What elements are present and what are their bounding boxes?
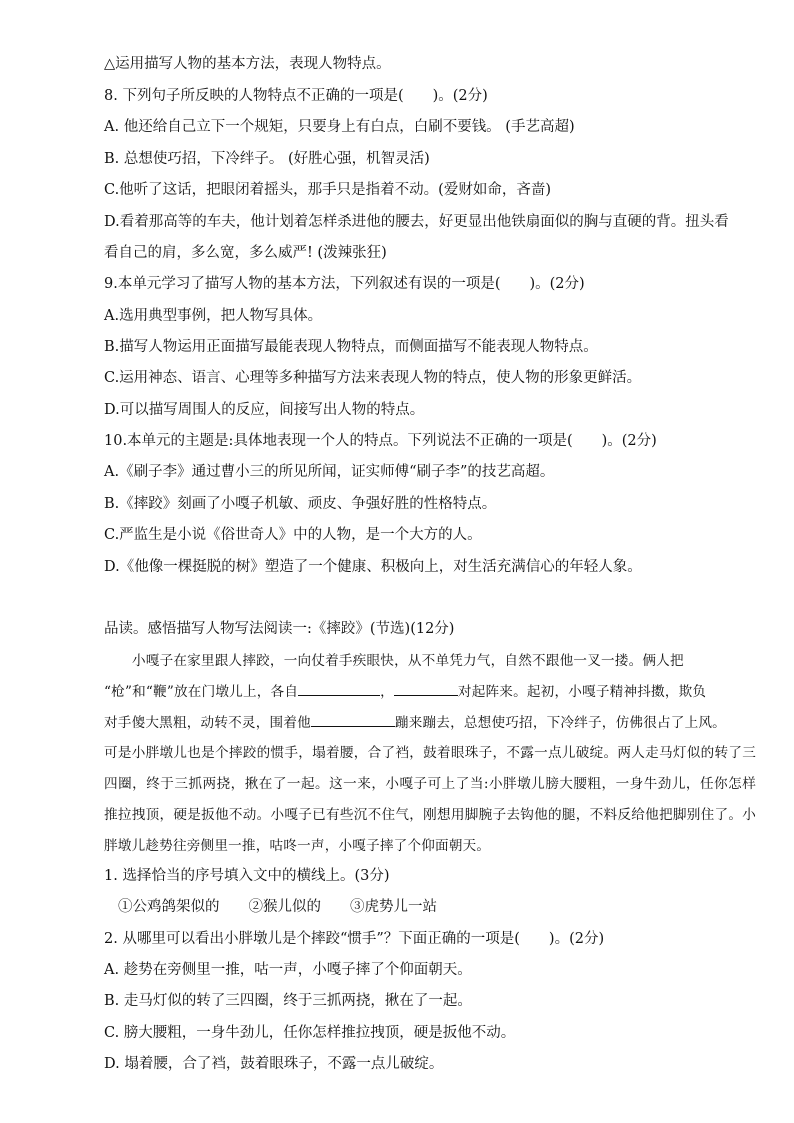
r2-option-d: D. 塌着腰，合了裆，鼓着眼珠子，不露一点儿破绽。	[104, 1056, 444, 1072]
intro-line: △运用描写人物的基本方法，表现人物特点。	[104, 56, 391, 72]
passage-line-3	[104, 708, 756, 739]
reading-heading: 品读。感悟描写人物写法阅读一:《摔跤》(节选)(12分)	[104, 621, 455, 637]
reading-passage	[104, 646, 756, 862]
q8-option-d-line2: 看自己的肩，多么宽，多么威严! (泼辣张狂)	[104, 245, 387, 261]
q9-option-c: C.运用神态、语言、心理等多种描写方法来表现人物的特点，使人物的形象更鲜活。	[104, 370, 642, 386]
q10-option-d: D.《他像一棵挺脱的树》塑造了一个健康、积极向上，对生活充满信心的年轻人象。	[104, 559, 642, 575]
q10-option-c: C.严监生是小说《俗世奇人》中的人物，是一个大方的人。	[104, 527, 482, 543]
passage-line-1: 小嘎子在家里跟人摔跤，一向仗着手疾眼快，从不单凭力气，自然不跟他一叉一搂。俩人把	[132, 653, 684, 669]
q8-stem: 8. 下列句子所反映的人物特点不正确的一项是( )。(2分)	[104, 88, 488, 104]
answer-blank-3[interactable]	[311, 712, 395, 727]
r2-option-c: C. 膀大腰粗，一身牛劲儿，任你怎样推拉拽顶，硬是扳他不动。	[104, 1025, 516, 1041]
q9-option-d: D.可以描写周围人的反应，间接写出人物的特点。	[104, 402, 425, 418]
q10-option-b: B.《摔跤》刻画了小嘎子机敏、顽皮、争强好胜的性格特点。	[104, 496, 497, 512]
q9-option-a: A.选用典型事例，把人物写具体。	[104, 308, 323, 324]
q9-stem: 9.本单元学习了描写人物的基本方法，下列叙述有误的一项是( )。(2分)	[104, 276, 585, 292]
q8-option-b: B. 总想使巧招，下冷绊子。 (好胜心强，机智灵活)	[104, 151, 430, 167]
passage-text: 蹦来蹦去，总想使巧招，下冷绊子，仿佛很占了上风。	[394, 714, 726, 731]
passage-text: 对起阵来。起初，小嘎子精神抖擞，欺负	[457, 683, 707, 700]
q9-option-b: B.描写人物运用正面描写最能表现人物特点，而侧面描写不能表现人物特点。	[104, 339, 598, 355]
q8-option-d-line1: D.看着那高等的车夫，他计划着怎样杀进他的腰去，好更显出他铁扇面似的胸与直硬的背。扭头看	[104, 214, 729, 230]
answer-blank-1[interactable]	[298, 681, 380, 696]
q8-option-a: A. 他还给自己立下一个规矩，只要身上有白点，白刷不要钱。 (手艺高超)	[104, 119, 575, 135]
passage-text: ，	[380, 683, 394, 700]
r2-option-a: A. 趁势在旁侧里一推，咕一声，小嘎子摔了个仰面朝天。	[104, 962, 472, 978]
q8-option-c: C.他听了这话，把眼闭着摇头，那手只是指着不动。(爱财如命，吝啬)	[104, 182, 551, 198]
passage-line-2	[104, 677, 756, 708]
r1-options: ①公鸡鸽架似的 ②猴儿似的 ③虎势儿一站	[118, 899, 437, 915]
q10-stem: 10.本单元的主题是:具体地表现一个人的特点。下列说法不正确的一项是( )。(2分)	[104, 433, 657, 449]
q10-option-a: A.《刷子李》通过曹小三的所见所闻，证实师傅“刷子李”的技艺高超。	[104, 464, 555, 480]
r2-stem: 2. 从哪里可以看出小胖墩儿是个摔跤“惯手”？下面正确的一项是( )。(2分)	[104, 931, 605, 947]
answer-blank-2[interactable]	[394, 681, 458, 696]
r2-option-b: B. 走马灯似的转了三四圈，终于三抓两挠，揪在了一起。	[104, 993, 472, 1009]
passage-body: 可是小胖墩儿也是个摔跤的惯手，塌着腰，合了裆，鼓着眼珠子，不露一点儿破绽。两人走马灯似的转了三四圈，终于三抓两挠，揪在了一起。这一来，小嘎子可上了当:小胖墩儿膀大腰粗，一身牛劲儿，任你怎样推拉拽顶，硬是扳他不动。小嘎子已有些沉不住气，刚想用脚腕子去钩他的腿，不料反给他把脚别住了。小胖墩儿趁势往旁侧里一推，咕咚一声，小嘎子摔了个仰面朝天。	[104, 745, 756, 854]
passage-text: 对手傻大黑粗，动转不灵，围着他	[104, 714, 311, 731]
r1-stem: 1. 选择恰当的序号填入文中的横线上。(3分)	[104, 868, 390, 884]
passage-text: “枪”和“鞭”放在门墩儿上，各自	[104, 683, 299, 700]
